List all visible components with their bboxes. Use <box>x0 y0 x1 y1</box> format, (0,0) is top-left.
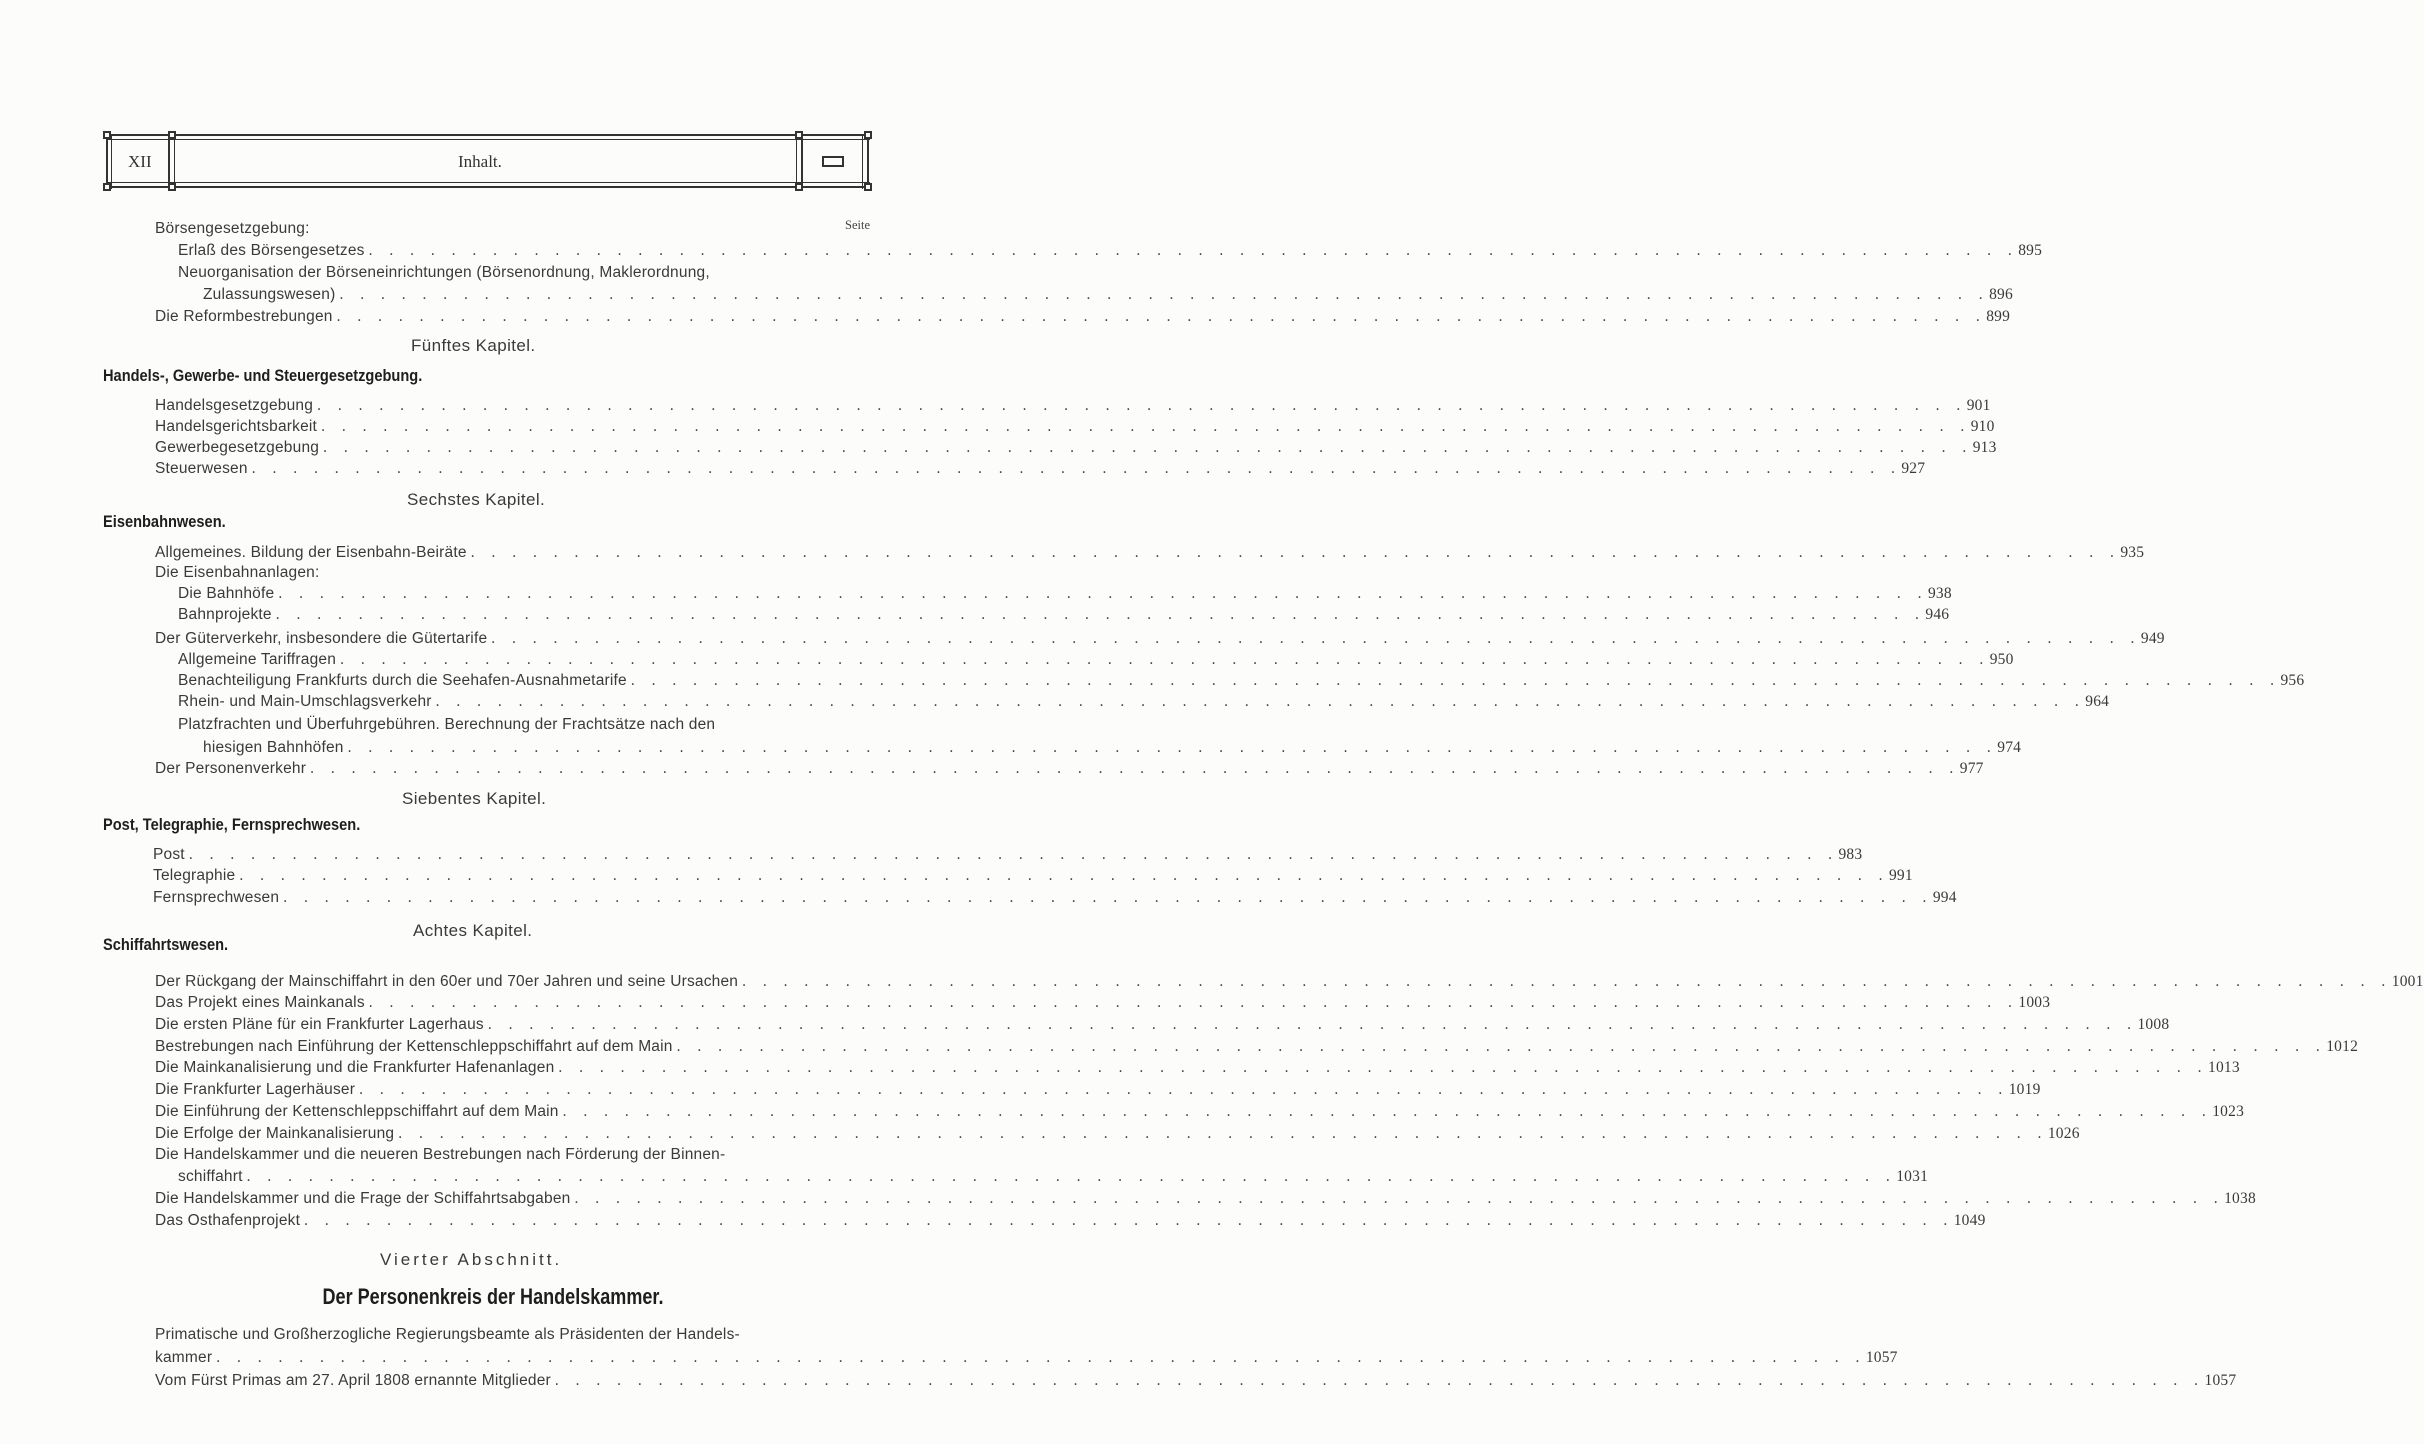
toc-entry-title: Der Güterverkehr, insbesondere die Gütertarife <box>155 630 488 647</box>
toc-entry-page: 910 <box>1970 418 1995 435</box>
toc-entry <box>155 304 2011 326</box>
dot-leader: . . . . . . . . . . . . . . . . . . . . . . . . . . . . . . . . . . . . . . . . . . . . . . . . . . . . . . . . . . . . . . . . . . . . . . . . . . . . . . . . <box>246 1168 1897 1185</box>
toc-entry <box>155 990 2051 1012</box>
toc-entry-title: Handelsgerichtsbarkeit <box>155 418 318 435</box>
toc-entry-page: 991 <box>1888 867 1913 884</box>
toc-entry-page: 1019 <box>2008 1081 2041 1098</box>
toc-entry-title: Bahnprojekte <box>178 606 272 623</box>
dot-leader: . . . . . . . . . . . . . . . . . . . . . . . . . . . . . . . . . . . . . . . . . . . . . . . . . . . . . . . . . . . . . . . . . . . . . . . . . . . . . . . . <box>630 672 2281 689</box>
chapter-title-8: Achtes Kapitel. <box>413 921 533 940</box>
toc-entry-page: 935 <box>2120 544 2145 561</box>
toc-entry <box>155 1322 870 1344</box>
seite-label: Seite <box>845 218 870 232</box>
toc-entry <box>155 756 1984 778</box>
toc-entry-title: Fernsprechwesen <box>153 889 280 906</box>
toc-entry-page: 1013 <box>2208 1059 2240 1076</box>
dot-leader: . . . . . . . . . . . . . . . . . . . . . . . . . . . . . . . . . . . . . . . . . . . . . . . . . . . . . . . . . . . . . . . . . . . . . . . . . . . . . . . . <box>562 1103 2213 1120</box>
toc-entry <box>155 626 2165 648</box>
dot-leader: . . . . . . . . . . . . . . . . . . . . . . . . . . . . . . . . . . . . . . . . . . . . . . . . . . . . . . . . . . . . . . . . . . . . . . . . . . . . . . . . <box>216 1349 1866 1366</box>
toc-entry-title: Die Handelskammer und die neueren Bestrebungen nach Förderung der Binnen- <box>155 1146 726 1163</box>
part-label-4: Vierter Abschnitt. <box>380 1250 563 1269</box>
toc-entry <box>153 885 1957 907</box>
toc-entry <box>178 602 1950 624</box>
toc-entry-title: Neuorganisation der Börseneinrichtungen (Börsenordnung, Maklerordnung, <box>178 264 710 281</box>
dot-leader: . . . . . . . . . . . . . . . . . . . . . . . . . . . . . . . . . . . . . . . . . . . . . . . . . . . . . . . . . . . . . . . . . . . . . . . . . . . . . . . . <box>435 693 2086 710</box>
toc-entry-title: hiesigen Bahnhöfen <box>203 739 344 756</box>
toc-entry-page: 1031 <box>1896 1168 1929 1185</box>
dot-leader: . . . . . . . . . . . . . . . . . . . . . . . . . . . . . . . . . . . . . . . . . . . . . . . . . . . . . . . . . . . . . . . . . . . . . . . . . . . . . . . . <box>676 1038 2327 1055</box>
toc-entry <box>155 1186 2256 1208</box>
section-heading-5: Handels-, Gewerbe- und Steuergesetzgebung. <box>103 366 423 385</box>
dot-leader: . . . . . . . . . . . . . . . . . . . . . . . . . . . . . . . . . . . . . . . . . . . . . . . . . . . . . . . . . . . . . . . . . . . . . . . . . . . . . . . . <box>188 846 1839 863</box>
dot-leader: . . . . . . . . . . . . . . . . . . . . . . . . . . . . . . . . . . . . . . . . . . . . . . . . . . . . . . . . . . . . . . . . . . . . . . . . . . . . . . . . <box>283 889 1933 906</box>
toc-entry-page: 1038 <box>2224 1190 2256 1207</box>
toc-entry <box>155 1368 2237 1390</box>
toc-entry-title: Bestrebungen nach Einführung der Kettenschleppschiffahrt auf dem Main <box>155 1038 673 1055</box>
toc-entry-title: Zulassungswesen) <box>203 286 336 303</box>
toc-entry-title: Die Einführung der Kettenschleppschiffahrt auf dem Main <box>155 1103 559 1120</box>
toc-entry-page: 1026 <box>2047 1125 2080 1142</box>
toc-entry-page: 949 <box>2140 630 2165 647</box>
toc-entry-title: Das Projekt eines Mainkanals <box>155 994 365 1011</box>
dot-leader: . . . . . . . . . . . . . . . . . . . . . . . . . . . . . . . . . . . . . . . . . . . . . . . . . . . . . . . . . . . . . . . . . . . . . . . . . . . . . . . . <box>368 242 2019 259</box>
toc-entry <box>178 260 870 282</box>
toc-entry-page: 927 <box>1901 460 1926 477</box>
toc-entry <box>153 842 1863 864</box>
dot-leader: . . . . . . . . . . . . . . . . . . . . . . . . . . . . . . . . . . . . . . . . . . . . . . . . . . . . . . . . . . . . . . . . . . . . . . . . . . . . . . . . <box>323 439 1973 456</box>
toc-entry-title: Post <box>153 846 185 863</box>
chapter-title-5: Fünftes Kapitel. <box>411 336 536 355</box>
toc-entry <box>178 712 870 734</box>
part-heading-4: Der Personenkreis der Handelskammer. <box>322 1284 664 1309</box>
toc-entry-page: 895 <box>2018 242 2043 259</box>
dot-leader: . . . . . . . . . . . . . . . . . . . . . . . . . . . . . . . . . . . . . . . . . . . . . . . . . . . . . . . . . . . . . . . . . . . . . . . . . . . . . . . . <box>554 1372 2205 1389</box>
toc-entry <box>153 863 1913 885</box>
toc-entry-title: Börsengesetzgebung: <box>155 220 310 237</box>
toc-entry-title: Telegraphie <box>153 867 236 884</box>
toc-entry-title: Erlaß des Börsengesetzes <box>178 242 365 259</box>
dot-leader: . . . . . . . . . . . . . . . . . . . . . . . . . . . . . . . . . . . . . . . . . . . . . . . . . . . . . . . . . . . . . . . . . . . . . . . . . . . . . . . . <box>742 973 2392 990</box>
dot-leader: . . . . . . . . . . . . . . . . . . . . . . . . . . . . . . . . . . . . . . . . . . . . . . . . . . . . . . . . . . . . . . . . . . . . . . . . . . . . . . . . <box>339 286 1990 303</box>
toc-entry <box>155 1034 2359 1056</box>
dot-leader: . . . . . . . . . . . . . . . . . . . . . . . . . . . . . . . . . . . . . . . . . . . . . . . . . . . . . . . . . . . . . . . . . . . . . . . . . . . . . . . . <box>251 460 1902 477</box>
toc-entry-page: 1012 <box>2326 1038 2359 1055</box>
toc-entry-page: 896 <box>1989 286 2013 303</box>
page-title: Inhalt. <box>458 152 502 171</box>
dot-leader: . . . . . . . . . . . . . . . . . . . . . . . . . . . . . . . . . . . . . . . . . . . . . . . . . . . . . . . . . . . . . . . . . . . . . . . . . . . . . . . . <box>317 397 1967 414</box>
toc-entry-page: 977 <box>1959 760 1984 777</box>
toc-entry-title: Gewerbegesetzgebung <box>155 439 320 456</box>
toc-entry-page: 1001 <box>2391 973 2424 990</box>
toc-entry-page: 1049 <box>1953 1212 1986 1229</box>
toc-entry <box>155 414 1995 436</box>
dot-leader: . . . . . . . . . . . . . . . . . . . . . . . . . . . . . . . . . . . . . . . . . . . . . . . . . . . . . . . . . . . . . . . . . . . . . . . . . . . . . . . . <box>336 308 1987 325</box>
toc-entry-title: Allgemeine Tariffragen <box>178 651 337 668</box>
toc-entry <box>178 1164 1929 1186</box>
toc-entry <box>155 560 870 582</box>
dot-leader: . . . . . . . . . . . . . . . . . . . . . . . . . . . . . . . . . . . . . . . . . . . . . . . . . . . . . . . . . . . . . . . . . . . . . . . . . . . . . . . . <box>558 1059 2209 1076</box>
dot-leader: . . . . . . . . . . . . . . . . . . . . . . . . . . . . . . . . . . . . . . . . . . . . . . . . . . . . . . . . . . . . . . . . . . . . . . . . . . . . . . . . <box>470 544 2121 561</box>
dot-leader: . . . . . . . . . . . . . . . . . . . . . . . . . . . . . . . . . . . . . . . . . . . . . . . . . . . . . . . . . . . . . . . . . . . . . . . . . . . . . . . . <box>340 651 1990 668</box>
dot-leader: . . . . . . . . . . . . . . . . . . . . . . . . . . . . . . . . . . . . . . . . . . . . . . . . . . . . . . . . . . . . . . . . . . . . . . . . . . . . . . . . <box>491 630 2141 647</box>
toc-entry <box>203 735 2022 757</box>
page-number: XII <box>128 152 152 171</box>
toc-entry-page: 974 <box>1997 739 2022 756</box>
toc-entry-title: Handelsgesetzgebung <box>155 397 314 414</box>
toc-entry-page: 950 <box>1989 651 2014 668</box>
dot-leader: . . . . . . . . . . . . . . . . . . . . . . . . . . . . . . . . . . . . . . . . . . . . . . . . . . . . . . . . . . . . . . . . . . . . . . . . . . . . . . . . <box>574 1190 2225 1207</box>
toc-entry-title: Allgemeines. Bildung der Eisenbahn-Beiräte <box>155 544 467 561</box>
toc-entry-title: schiffahrt <box>178 1168 243 1185</box>
dot-leader: . . . . . . . . . . . . . . . . . . . . . . . . . . . . . . . . . . . . . . . . . . . . . . . . . . . . . . . . . . . . . . . . . . . . . . . . . . . . . . . . <box>275 606 1926 623</box>
toc-entry <box>155 1142 870 1164</box>
toc-entry <box>178 689 2110 711</box>
toc-entry <box>178 647 2014 669</box>
toc-entry-title: Die Frankfurter Lagerhäuser <box>155 1081 356 1098</box>
dot-leader: . . . . . . . . . . . . . . . . . . . . . . . . . . . . . . . . . . . . . . . . . . . . . . . . . . . . . . . . . . . . . . . . . . . . . . . . . . . . . . . . <box>487 1016 2138 1033</box>
toc-entry <box>155 1077 2041 1099</box>
toc-entry-title: Der Rückgang der Mainschiffahrt in den 60er und 70er Jahren und seine Ursachen <box>155 973 739 990</box>
dot-leader: . . . . . . . . . . . . . . . . . . . . . . . . . . . . . . . . . . . . . . . . . . . . . . . . . . . . . . . . . . . . . . . . . . . . . . . . . . . . . . . . <box>310 760 1960 777</box>
toc-entry <box>178 581 1952 603</box>
toc-entry-page: 946 <box>1925 606 1950 623</box>
toc-entry <box>178 238 2043 260</box>
dot-leader: . . . . . . . . . . . . . . . . . . . . . . . . . . . . . . . . . . . . . . . . . . . . . . . . . . . . . . . . . . . . . . . . . . . . . . . . . . . . . . . . <box>239 867 1889 884</box>
toc-entry-title: Die Mainkanalisierung und die Frankfurter Hafenanlagen <box>155 1059 555 1076</box>
toc-entry-title: Der Personenverkehr <box>155 760 307 777</box>
dot-leader: . . . . . . . . . . . . . . . . . . . . . . . . . . . . . . . . . . . . . . . . . . . . . . . . . . . . . . . . . . . . . . . . . . . . . . . . . . . . . . . . <box>304 1212 1954 1229</box>
toc-entry-title: Die Bahnhöfe <box>178 585 275 602</box>
toc-entry <box>155 1345 1898 1367</box>
dot-leader: . . . . . . . . . . . . . . . . . . . . . . . . . . . . . . . . . . . . . . . . . . . . . . . . . . . . . . . . . . . . . . . . . . . . . . . . . . . . . . . . <box>347 739 1998 756</box>
toc-entry <box>155 540 2145 562</box>
toc-entry-page: 913 <box>1972 439 1997 456</box>
dot-leader: . . . . . . . . . . . . . . . . . . . . . . . . . . . . . . . . . . . . . . . . . . . . . . . . . . . . . . . . . . . . . . . . . . . . . . . . . . . . . . . . <box>321 418 1971 435</box>
toc-entry <box>155 1055 2240 1077</box>
toc-entry-title: Das Osthafenprojekt <box>155 1212 301 1229</box>
dot-leader: . . . . . . . . . . . . . . . . . . . . . . . . . . . . . . . . . . . . . . . . . . . . . . . . . . . . . . . . . . . . . . . . . . . . . . . . . . . . . . . . <box>368 994 2019 1011</box>
toc-entry-page: 901 <box>1966 397 1991 414</box>
toc-entry-page: 956 <box>2280 672 2305 689</box>
toc-entry-title: Primatische und Großherzogliche Regierungsbeamte als Präsidenten der Handels- <box>155 1326 740 1343</box>
toc-entry-title: Vom Fürst Primas am 27. April 1808 ernannte Mitglieder <box>155 1372 551 1389</box>
toc-entry <box>155 969 2424 991</box>
toc-entry-page: 1003 <box>2018 994 2051 1011</box>
toc-entry-title: kammer <box>155 1349 213 1366</box>
toc-entry-title: Rhein- und Main-Umschlagsverkehr <box>178 693 432 710</box>
toc-entry-page: 1057 <box>1865 1349 1898 1366</box>
toc-entry-title: Steuerwesen <box>155 460 248 477</box>
toc-entry <box>155 1121 2080 1143</box>
toc-entry-page: 964 <box>2085 693 2110 710</box>
toc-entry <box>155 1099 2245 1121</box>
toc-entry <box>155 435 1997 457</box>
dot-leader: . . . . . . . . . . . . . . . . . . . . . . . . . . . . . . . . . . . . . . . . . . . . . . . . . . . . . . . . . . . . . . . . . . . . . . . . . . . . . . . . <box>398 1125 2048 1142</box>
toc-entry <box>155 216 870 238</box>
toc-entry-title: Die ersten Pläne für ein Frankfurter Lagerhaus <box>155 1016 484 1033</box>
toc-entry-page: 899 <box>1986 308 2011 325</box>
ornament-box <box>822 156 844 167</box>
dot-leader: . . . . . . . . . . . . . . . . . . . . . . . . . . . . . . . . . . . . . . . . . . . . . . . . . . . . . . . . . . . . . . . . . . . . . . . . . . . . . . . . <box>359 1081 2009 1098</box>
toc-entry-title: Die Eisenbahnanlagen: <box>155 564 320 581</box>
toc-entry-page: 1008 <box>2137 1016 2170 1033</box>
toc-entry-page: 983 <box>1838 846 1863 863</box>
toc-entry-page: 1057 <box>2204 1372 2237 1389</box>
toc-entry-title: Platzfrachten und Überfuhrgebühren. Berechnung der Frachtsätze nach den <box>178 716 716 733</box>
toc-entry <box>155 393 1991 415</box>
toc-entry <box>155 1208 1986 1230</box>
chapter-title-6: Sechstes Kapitel. <box>407 490 546 509</box>
dot-leader: . . . . . . . . . . . . . . . . . . . . . . . . . . . . . . . . . . . . . . . . . . . . . . . . . . . . . . . . . . . . . . . . . . . . . . . . . . . . . . . . <box>278 585 1928 602</box>
toc-entry-title: Die Reformbestrebungen <box>155 308 333 325</box>
toc-entry-title: Die Erfolge der Mainkanalisierung <box>155 1125 395 1142</box>
section-heading-8: Schiffahrtswesen. <box>103 935 229 954</box>
toc-entry <box>178 668 2305 690</box>
toc-entry-page: 1023 <box>2212 1103 2245 1120</box>
section-heading-6: Eisenbahnwesen. <box>103 512 226 531</box>
toc-entry-title: Benachteiligung Frankfurts durch die Seehafen-Ausnahmetarife <box>178 672 627 689</box>
toc-entry-title: Die Handelskammer und die Frage der Schiffahrtsabgaben <box>155 1190 571 1207</box>
toc-entry <box>155 1012 2170 1034</box>
toc-entry <box>155 456 1926 478</box>
toc-entry-page: 938 <box>1927 585 1952 602</box>
section-heading-7: Post, Telegraphie, Fernsprechwesen. <box>103 815 361 834</box>
toc-entry <box>203 282 2013 304</box>
chapter-title-7: Siebentes Kapitel. <box>402 789 547 808</box>
toc-entry-page: 994 <box>1932 889 1957 906</box>
